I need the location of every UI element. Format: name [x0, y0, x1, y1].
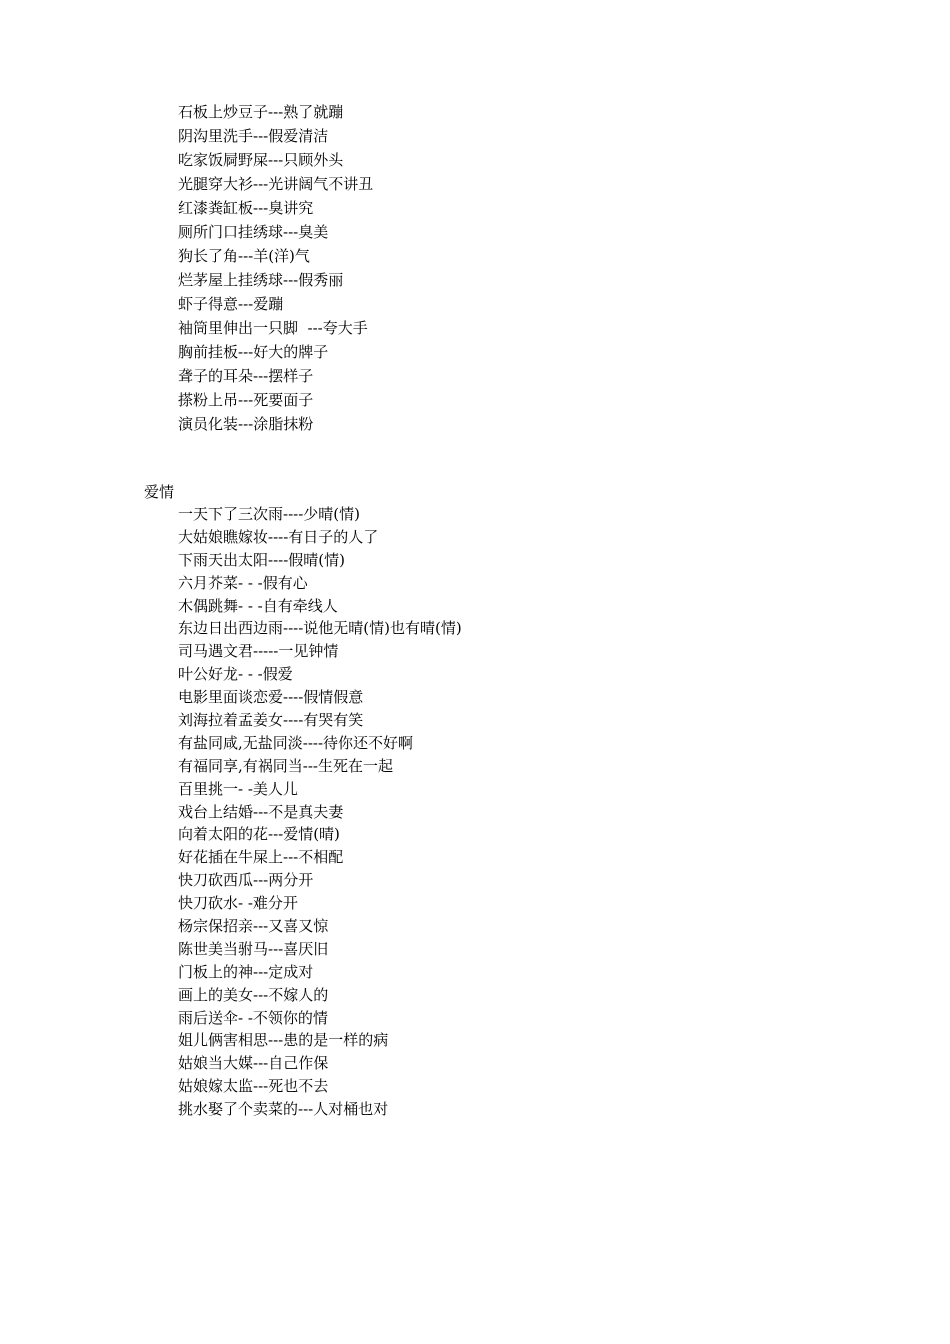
list-item: 快刀砍水- -难分开	[178, 894, 298, 913]
list-item: 雨后送伞- -不领你的情	[178, 1008, 328, 1027]
list-item: 狗长了角---羊(洋)气	[178, 247, 310, 265]
list-item: 有福同享,有祸同当---生死在一起	[178, 756, 393, 775]
list-item: 大姑娘瞧嫁妆----有日子的人了	[178, 527, 379, 546]
list-item: 好花插在牛屎上---不相配	[178, 848, 344, 867]
list-item: 六月芥菜- - -假有心	[178, 573, 308, 592]
list-item: 木偶跳舞- - -自有牵线人	[178, 596, 338, 615]
list-item: 叶公好龙- - -假爱	[178, 665, 293, 684]
list-item: 姐儿俩害相思---患的是一样的病	[178, 1031, 389, 1050]
list-item: 有盐同咸,无盐同淡----待你还不好啊	[178, 733, 414, 752]
list-item: 杨宗保招亲---又喜又惊	[178, 917, 329, 936]
list-item: 快刀砍西瓜---两分开	[178, 871, 314, 890]
list-item: 厕所门口挂绣球---臭美	[178, 223, 329, 241]
list-item: 画上的美女---不嫁人的	[178, 985, 329, 1004]
list-item: 挑水娶了个卖菜的---人对桶也对	[178, 1100, 389, 1119]
list-item: 聋子的耳朵---摆样子	[178, 367, 314, 385]
list-item: 红漆粪缸板---臭讲究	[178, 199, 314, 217]
idiom-list-2	[178, 503, 462, 1121]
list-item: 刘海拉着孟姜女----有哭有笑	[178, 711, 364, 730]
list-item: 石板上炒豆子---熟了就蹦	[178, 103, 344, 121]
list-item: 戏台上结婚---不是真夫妻	[178, 802, 344, 821]
list-item: 烂茅屋上挂绣球---假秀丽	[178, 271, 344, 289]
list-item: 吃家饭屙野屎---只顾外头	[178, 151, 344, 169]
list-item: 下雨天出太阳----假晴(情)	[178, 550, 345, 569]
list-item: 阴沟里洗手---假爱清洁	[178, 127, 329, 145]
list-item: 演员化装---涂脂抹粉	[178, 415, 314, 433]
list-item: 陈世美当驸马---喜厌旧	[178, 939, 329, 958]
list-item: 向着太阳的花---爱情(晴)	[178, 825, 340, 844]
list-item: 搽粉上吊---死要面子	[178, 391, 314, 409]
list-item: 司马遇文君-----一见钟情	[178, 642, 339, 661]
list-item: 百里挑一- -美人儿	[178, 779, 298, 798]
list-item: 袖筒里伸出一只脚 ---夸大手	[178, 319, 368, 337]
section-heading-love: 爱情	[144, 483, 175, 501]
list-item: 光腿穿大衫---光讲阔气不讲丑	[178, 175, 374, 193]
list-item: 东边日出西边雨----说他无晴(情)也有晴(情)	[178, 619, 462, 638]
list-item: 姑娘嫁太监---死也不去	[178, 1077, 329, 1096]
idiom-list-1	[178, 100, 373, 436]
list-item: 胸前挂板---好大的牌子	[178, 343, 329, 361]
list-item: 虾子得意---爱蹦	[178, 295, 284, 313]
list-item: 门板上的神---定成对	[178, 962, 314, 981]
list-item: 电影里面谈恋爱----假情假意	[178, 688, 364, 707]
list-item: 一天下了三次雨----少晴(情)	[178, 505, 360, 523]
list-item: 姑娘当大媒---自己作保	[178, 1054, 329, 1073]
